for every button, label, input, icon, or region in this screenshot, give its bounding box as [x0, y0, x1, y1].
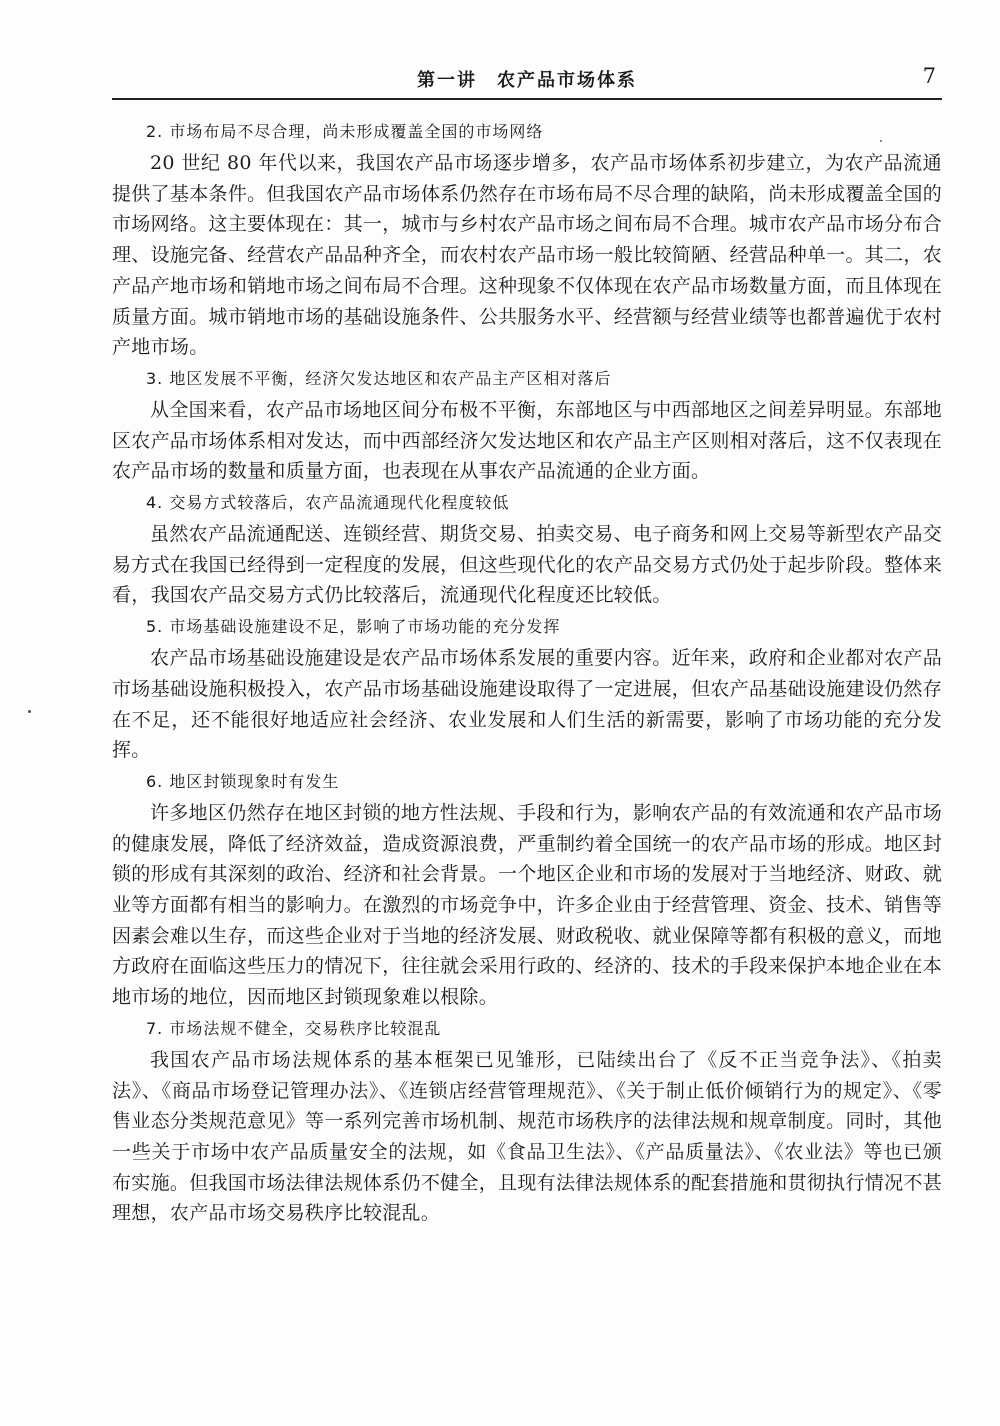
section-paragraph: 虽然农产品流通配送、连锁经营、期货交易、拍卖交易、电子商务和网上交易等新型农产品交易方式在我国已经得到一定程度的发展，但这些现代化的农产品交易方式仍处于起步阶段。整体来看，我国农产品交易方式仍比较落后，流通现代化程度还比较低。	[112, 523, 942, 607]
section-5	[112, 611, 942, 766]
chapter-title: 第一讲 农产品市场体系	[417, 70, 637, 91]
section-heading: 3. 地区发展不平衡，经济欠发达地区和农产品主产区相对落后	[146, 368, 612, 388]
running-header	[112, 62, 942, 100]
section-heading: 4. 交易方式较落后，农产品流通现代化程度较低	[146, 493, 510, 513]
section-paragraph: 农产品市场基础设施建设是农产品市场体系发展的重要内容。近年来，政府和企业都对农产品市场基础设施积极投入，农产品市场基础设施建设取得了一定进展，但农产品基础设施建设仍然存在不足，还不能很好地适应社会经济、农业发展和人们生活的新需要，影响了市场功能的充分发挥。	[112, 647, 942, 762]
section-4	[112, 487, 942, 611]
section-3	[112, 363, 942, 487]
section-paragraph: 许多地区仍然存在地区封锁的地方性法规、手段和行为，影响农产品的有效流通和农产品市场的健康发展，降低了经济效益，造成资源浪费，严重制约着全国统一的农产品市场的形成。地区封锁的形成有其深刻的政治、经济和社会背景。一个地区企业和市场的发展对于当地经济、财政、就业等方面都有相当的影响力。在激烈的市场竞争中，许多企业由于经营管理、资金、技术、销售等因素会难以生存，而这些企业对于当地的经济发展、财政税收、就业保障等都有积极的意义，而地方政府在面临这些压力的情况下，往往就会采用行政的、经济的、技术的手段来保护本地企业在本地市场的地位，因而地区封锁现象难以根除。	[112, 801, 942, 1009]
scan-speck	[28, 710, 31, 713]
section-heading: 7. 市场法规不健全，交易秩序比较混乱	[146, 1018, 442, 1038]
section-heading: 5. 市场基础设施建设不足，影响了市场功能的充分发挥	[146, 617, 561, 637]
section-2	[112, 116, 942, 363]
section-6	[112, 766, 942, 1013]
section-7	[112, 1013, 942, 1229]
section-paragraph: 20 世纪 80 年代以来，我国农产品市场逐步增多，农产品市场体系初步建立，为农产品流通提供了基本条件。但我国农产品市场体系仍然存在市场布局不尽合理的缺陷，尚未形成覆盖全国的市场网络。这主要体现在：其一，城市与乡村农产品市场之间布局不合理。城市农产品市场分布合理、设施完备、经营农产品品种齐全，而农村农产品市场一般比较简陋、经营品种单一。其二，农产品产地市场和销地市场之间布局不合理。这种现象不仅体现在农产品市场数量方面，而且体现在质量方面。城市销地市场的基础设施条件、公共服务水平、经营额与经营业绩等也都普遍优于农村产地市场。	[112, 152, 942, 359]
section-heading: 2. 市场布局不尽合理，尚未形成覆盖全国的市场网络	[146, 122, 544, 141]
section-paragraph: 我国农产品市场法规体系的基本框架已见雏形，已陆续出台了《反不正当竞争法》、《拍卖法》、《商品市场登记管理办法》、《连锁店经营管理规范》、《关于制止低价倾销行为的规定》、《零售业态分类规范意见》等一系列完善市场机制、规范市场秩序的法律法规和规章制度。同时，其他一些关于市场中农产品质量安全的法规，如《食品卫生法》、《产品质量法》、《农业法》等也已颁布实施。但我国市场法律法规体系仍不健全，且现有法律法规体系的配套措施和贯彻执行情况不甚理想，农产品市场交易秩序比较混乱。	[112, 1048, 942, 1225]
page-content	[112, 116, 942, 1229]
scan-speck	[880, 140, 882, 142]
section-heading: 6. 地区封锁现象时有发生	[146, 771, 340, 791]
page-number: 7	[922, 64, 936, 88]
section-paragraph: 从全国来看，农产品市场地区间分布极不平衡，东部地区与中西部地区之间差异明显。东部地区农产品市场体系相对发达，而中西部经济欠发达地区和农产品主产区则相对落后，这不仅表现在农产品市场的数量和质量方面，也表现在从事农产品流通的企业方面。	[112, 398, 942, 483]
